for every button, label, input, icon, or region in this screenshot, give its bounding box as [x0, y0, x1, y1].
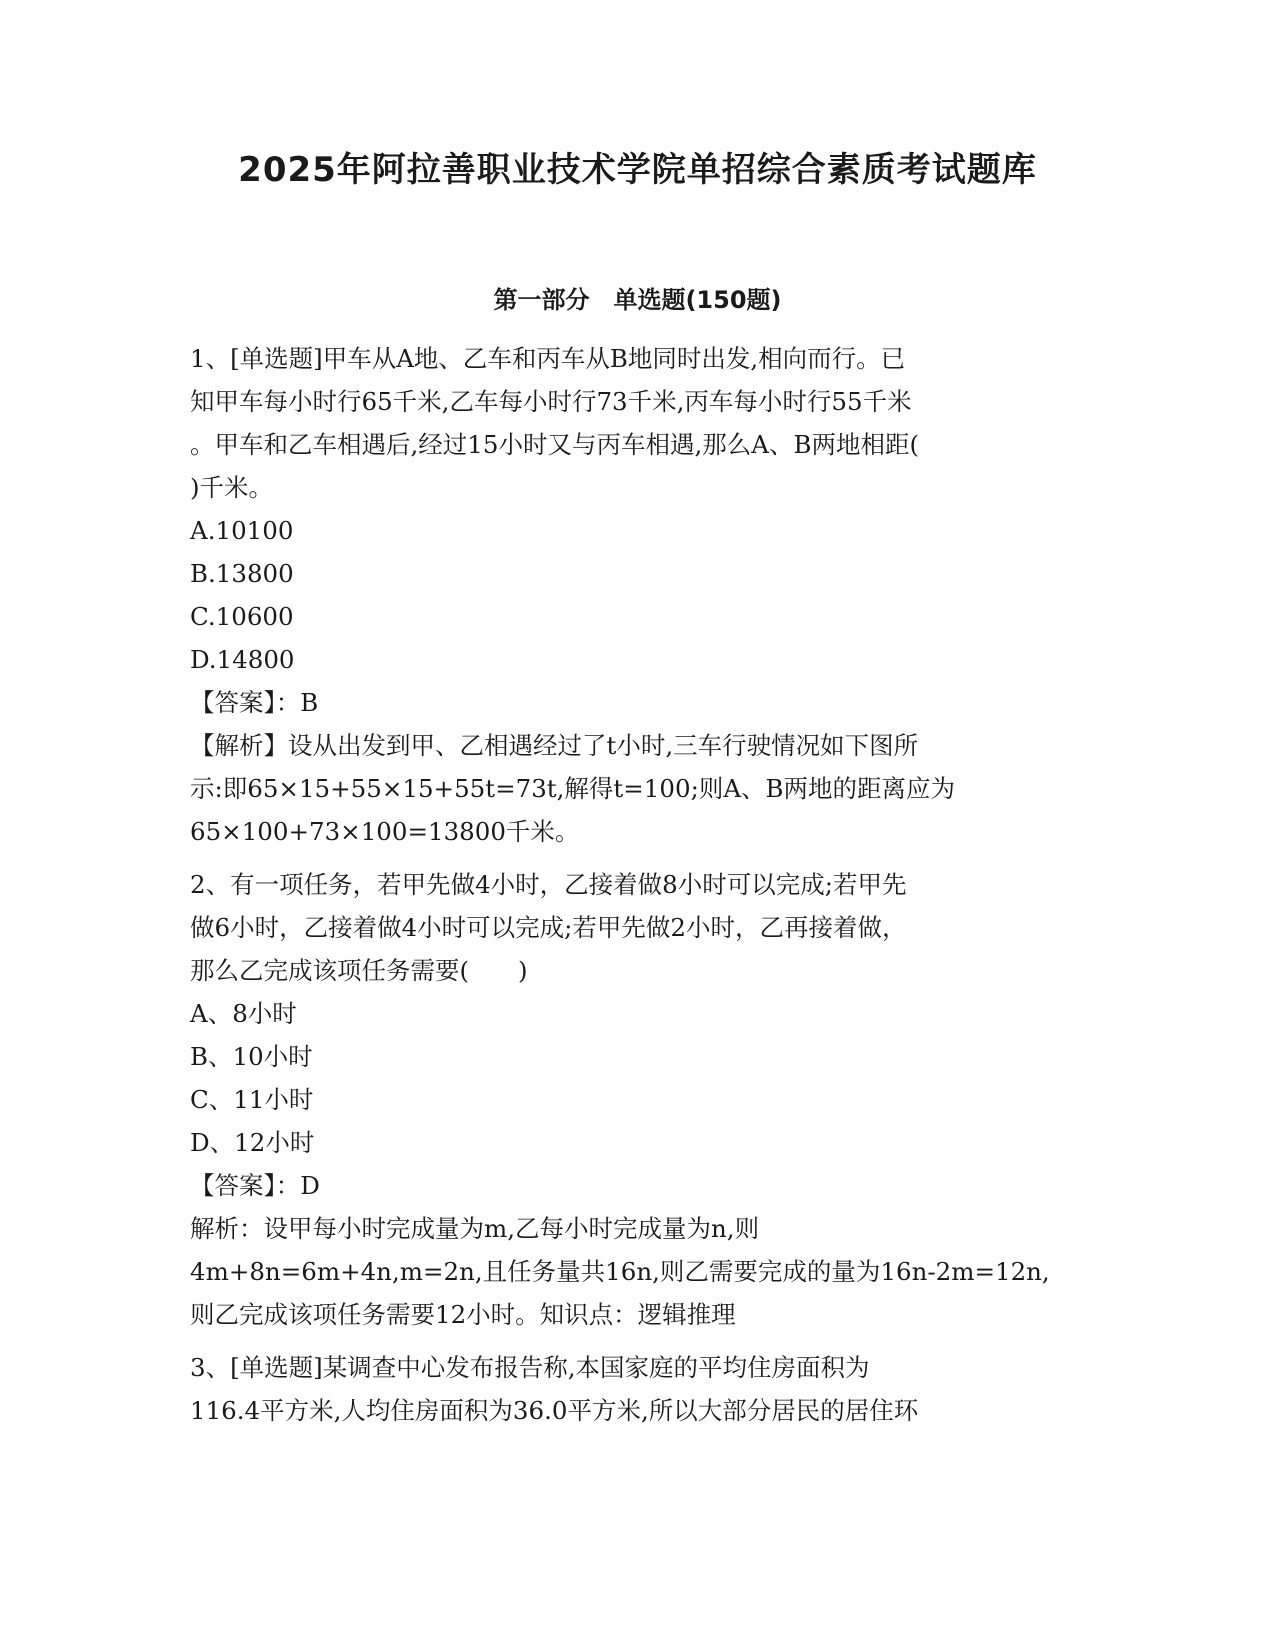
option-d: D、12小时 — [190, 1128, 315, 1157]
question-2 — [190, 863, 1080, 1336]
question-stem-line: 2、有一项任务，若甲先做4小时，乙接着做8小时可以完成;若甲先 — [190, 870, 907, 899]
section-heading: 第一部分 单选题(150题) — [493, 286, 782, 314]
answer-line: 【答案】：B — [190, 688, 319, 717]
option-a: A、8小时 — [190, 999, 297, 1028]
question-stem-line: 那么乙完成该项任务需要( ) — [190, 956, 528, 985]
question-stem-line: 3、[单选题]某调查中心发布报告称,本国家庭的平均住房面积为 — [190, 1353, 870, 1382]
option-d: D.14800 — [190, 645, 295, 674]
analysis-line: 【解析】设从出发到甲、乙相遇经过了t小时,三车行驶情况如下图所 — [190, 731, 919, 760]
option-c: C.10600 — [190, 602, 294, 631]
analysis-line: 示:即65×15+55×15+55t=73t,解得t=100;则A、B两地的距离应为 — [190, 774, 956, 803]
option-b: B.13800 — [190, 559, 294, 588]
option-c: C、11小时 — [190, 1085, 314, 1114]
analysis-line: 4m+8n=6m+4n,m=2n,且任务量共16n,则乙需要完成的量为16n-2m=12n, — [190, 1257, 1050, 1286]
analysis-line: 解析：设甲每小时完成量为m,乙每小时完成量为n,则 — [190, 1214, 760, 1243]
analysis-line: 65×100+73×100=13800千米。 — [190, 817, 580, 846]
question-list — [190, 337, 1080, 1442]
question-stem-line: 116.4平方米,人均住房面积为36.0平方米,所以大部分居民的居住环 — [190, 1396, 919, 1425]
option-b: B、10小时 — [190, 1042, 313, 1071]
document-title: 2025年阿拉善职业技术学院单招综合素质考试题库 — [238, 150, 1037, 190]
question-stem-line: 。甲车和乙车相遇后,经过15小时又与丙车相遇,那么A、B两地相距( — [190, 430, 920, 459]
question-stem-line: 做6小时，乙接着做4小时可以完成;若甲先做2小时，乙再接着做， — [190, 913, 907, 942]
question-stem-line: 1、[单选题]甲车从A地、乙车和丙车从B地同时出发,相向而行。已 — [190, 344, 906, 373]
analysis-line: 则乙完成该项任务需要12小时。知识点：逻辑推理 — [190, 1300, 736, 1329]
question-stem-line: 知甲车每小时行65千米,乙车每小时行73千米,丙车每小时行55千米 — [190, 387, 912, 416]
question-stem-line: )千米。 — [190, 473, 274, 502]
question-3 — [190, 1346, 1080, 1432]
option-a: A.10100 — [190, 516, 294, 545]
answer-line: 【答案】：D — [190, 1171, 320, 1200]
question-1 — [190, 337, 1080, 853]
